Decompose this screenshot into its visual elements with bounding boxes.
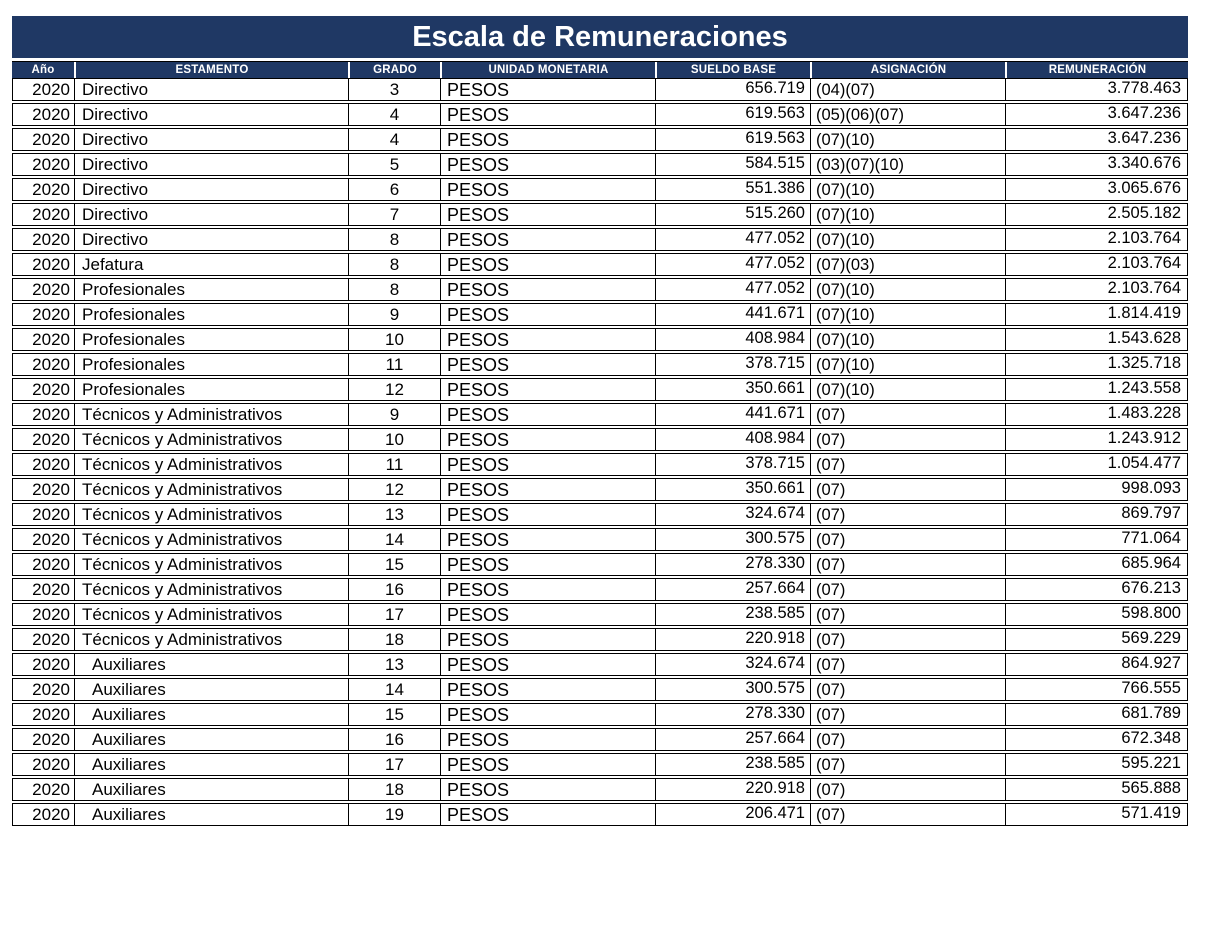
table-row [12,228,1188,251]
cell-asignacion: (07) [811,704,1006,725]
table-row [12,778,1188,801]
cell-grado: 15 [349,704,441,725]
cell-remuneracion: 1.325.718 [1107,354,1181,372]
cell-anio: 2020 [13,729,75,750]
cell-unidad: PESOS [441,804,656,825]
cell-asignacion: (07) [811,654,1006,675]
cell-remuneracion: 3.065.676 [1107,179,1181,197]
cell-unidad: PESOS [441,779,656,800]
cell-anio: 2020 [13,404,75,425]
cell-asignacion: (07) [811,604,1006,625]
cell-remuneracion: 864.927 [1121,654,1181,672]
cell-remuneracion: 1.054.477 [1107,454,1181,472]
cell-grado: 10 [349,329,441,350]
cell-anio: 2020 [13,79,75,100]
cell-anio: 2020 [13,379,75,400]
cell-asignacion: (07) [811,404,1006,425]
cell-sueldo-base: 408.984 [656,429,811,450]
cell-sueldo-base: 619.563 [656,104,811,125]
cell-estamento: Directivo [75,79,349,100]
cell-remuneracion: 1.483.228 [1107,404,1181,422]
cell-grado: 12 [349,479,441,500]
cell-estamento: Técnicos y Administrativos [75,554,349,575]
cell-grado: 19 [349,804,441,825]
cell-anio: 2020 [13,354,75,375]
cell-grado: 9 [349,404,441,425]
table-row [12,753,1188,776]
cell-grado: 18 [349,629,441,650]
cell-unidad: PESOS [441,154,656,175]
cell-unidad: PESOS [441,504,656,525]
cell-estamento: Auxiliares [75,654,349,675]
cell-sueldo-base: 257.664 [656,579,811,600]
column-header-sueldo-base: SUELDO BASE [655,62,810,78]
cell-grado: 16 [349,729,441,750]
cell-estamento: Directivo [75,104,349,125]
cell-remuneracion: 3.340.676 [1107,154,1181,172]
cell-sueldo-base: 656.719 [656,79,811,100]
cell-estamento: Profesionales [75,354,349,375]
cell-grado: 17 [349,754,441,775]
cell-anio: 2020 [13,204,75,225]
cell-asignacion: (07) [811,679,1006,700]
cell-anio: 2020 [13,779,75,800]
cell-estamento: Técnicos y Administrativos [75,504,349,525]
cell-asignacion: (07)(10) [811,279,1006,300]
cell-remuneracion: 2.103.764 [1107,254,1181,272]
table-row [12,453,1188,476]
cell-asignacion: (07)(10) [811,129,1006,150]
cell-estamento: Profesionales [75,279,349,300]
cell-estamento: Jefatura [75,254,349,275]
cell-anio: 2020 [13,679,75,700]
cell-anio: 2020 [13,329,75,350]
title-bar [12,16,1188,58]
cell-grado: 9 [349,304,441,325]
cell-asignacion: (07) [811,729,1006,750]
cell-unidad: PESOS [441,204,656,225]
cell-sueldo-base: 584.515 [656,154,811,175]
cell-unidad: PESOS [441,679,656,700]
cell-asignacion: (07)(10) [811,229,1006,250]
cell-grado: 14 [349,529,441,550]
cell-grado: 4 [349,104,441,125]
cell-anio: 2020 [13,804,75,825]
cell-grado: 6 [349,179,441,200]
cell-unidad: PESOS [441,179,656,200]
cell-remuneracion: 685.964 [1121,554,1181,572]
cell-unidad: PESOS [441,429,656,450]
cell-asignacion: (07)(10) [811,304,1006,325]
cell-estamento: Técnicos y Administrativos [75,404,349,425]
cell-remuneracion: 571.419 [1121,804,1181,822]
cell-asignacion: (07)(10) [811,379,1006,400]
cell-unidad: PESOS [441,79,656,100]
column-header-grado: GRADO [348,62,440,78]
cell-estamento: Técnicos y Administrativos [75,454,349,475]
cell-grado: 17 [349,604,441,625]
column-header-remuneracion: REMUNERACIÓN [1005,62,1188,78]
cell-grado: 13 [349,654,441,675]
cell-anio: 2020 [13,579,75,600]
cell-sueldo-base: 350.661 [656,479,811,500]
cell-estamento: Técnicos y Administrativos [75,479,349,500]
cell-anio: 2020 [13,704,75,725]
table-row [12,178,1188,201]
cell-anio: 2020 [13,304,75,325]
table-row [12,128,1188,151]
cell-sueldo-base: 477.052 [656,279,811,300]
cell-grado: 11 [349,454,441,475]
cell-sueldo-base: 551.386 [656,179,811,200]
cell-asignacion: (07) [811,754,1006,775]
cell-grado: 16 [349,579,441,600]
cell-unidad: PESOS [441,629,656,650]
cell-sueldo-base: 300.575 [656,529,811,550]
cell-asignacion: (07)(10) [811,354,1006,375]
cell-anio: 2020 [13,104,75,125]
cell-anio: 2020 [13,754,75,775]
cell-asignacion: (07) [811,579,1006,600]
cell-unidad: PESOS [441,379,656,400]
cell-asignacion: (04)(07) [811,79,1006,100]
cell-anio: 2020 [13,229,75,250]
cell-sueldo-base: 477.052 [656,229,811,250]
cell-anio: 2020 [13,479,75,500]
cell-anio: 2020 [13,454,75,475]
cell-estamento: Profesionales [75,379,349,400]
cell-remuneracion: 2.505.182 [1107,204,1181,222]
cell-grado: 18 [349,779,441,800]
table-row [12,428,1188,451]
cell-anio: 2020 [13,504,75,525]
cell-unidad: PESOS [441,479,656,500]
cell-anio: 2020 [13,129,75,150]
column-header-asignacion: ASIGNACIÓN [810,62,1005,78]
cell-grado: 5 [349,154,441,175]
table-row [12,728,1188,751]
cell-estamento: Auxiliares [75,804,349,825]
cell-remuneracion: 1.543.628 [1107,329,1181,347]
cell-sueldo-base: 378.715 [656,354,811,375]
cell-remuneracion: 998.093 [1121,479,1181,497]
cell-estamento: Técnicos y Administrativos [75,629,349,650]
cell-unidad: PESOS [441,454,656,475]
table-row [12,353,1188,376]
cell-estamento: Técnicos y Administrativos [75,429,349,450]
remuneration-sheet [12,16,1188,828]
table-row [12,278,1188,301]
cell-unidad: PESOS [441,229,656,250]
cell-asignacion: (07) [811,479,1006,500]
cell-estamento: Profesionales [75,304,349,325]
cell-sueldo-base: 350.661 [656,379,811,400]
cell-estamento: Auxiliares [75,704,349,725]
cell-unidad: PESOS [441,354,656,375]
cell-asignacion: (07)(03) [811,254,1006,275]
table-row [12,803,1188,826]
cell-sueldo-base: 220.918 [656,779,811,800]
table-row [12,78,1188,101]
cell-asignacion: (07)(10) [811,204,1006,225]
cell-anio: 2020 [13,154,75,175]
cell-estamento: Técnicos y Administrativos [75,579,349,600]
cell-remuneracion: 1.814.419 [1107,304,1181,322]
cell-unidad: PESOS [441,754,656,775]
cell-remuneracion: 3.778.463 [1107,79,1181,97]
cell-anio: 2020 [13,254,75,275]
cell-sueldo-base: 300.575 [656,679,811,700]
cell-grado: 15 [349,554,441,575]
cell-asignacion: (07) [811,429,1006,450]
cell-remuneracion: 771.064 [1121,529,1181,547]
table-row [12,253,1188,276]
cell-remuneracion: 595.221 [1121,754,1181,772]
cell-sueldo-base: 238.585 [656,754,811,775]
cell-remuneracion: 766.555 [1121,679,1181,697]
cell-asignacion: (05)(06)(07) [811,104,1006,125]
cell-sueldo-base: 324.674 [656,654,811,675]
cell-sueldo-base: 378.715 [656,454,811,475]
cell-estamento: Directivo [75,204,349,225]
cell-unidad: PESOS [441,129,656,150]
cell-estamento: Auxiliares [75,729,349,750]
table-body [12,78,1188,826]
cell-sueldo-base: 206.471 [656,804,811,825]
column-header-estamento: ESTAMENTO [74,62,348,78]
cell-remuneracion: 3.647.236 [1107,129,1181,147]
table-row [12,603,1188,626]
cell-grado: 8 [349,229,441,250]
cell-estamento: Profesionales [75,329,349,350]
column-header-unidad: UNIDAD MONETARIA [440,62,655,78]
cell-unidad: PESOS [441,579,656,600]
table-row [12,103,1188,126]
cell-remuneracion: 3.647.236 [1107,104,1181,122]
cell-asignacion: (07) [811,454,1006,475]
table-row [12,678,1188,701]
cell-grado: 8 [349,279,441,300]
cell-anio: 2020 [13,604,75,625]
cell-remuneracion: 1.243.912 [1107,429,1181,447]
table-row [12,378,1188,401]
cell-remuneracion: 676.213 [1121,579,1181,597]
cell-asignacion: (07) [811,504,1006,525]
cell-asignacion: (07) [811,779,1006,800]
cell-estamento: Directivo [75,179,349,200]
cell-remuneracion: 869.797 [1121,504,1181,522]
cell-sueldo-base: 408.984 [656,329,811,350]
table-row [12,153,1188,176]
cell-asignacion: (07)(10) [811,179,1006,200]
cell-asignacion: (07) [811,804,1006,825]
cell-sueldo-base: 257.664 [656,729,811,750]
cell-sueldo-base: 324.674 [656,504,811,525]
cell-sueldo-base: 278.330 [656,704,811,725]
cell-grado: 13 [349,504,441,525]
cell-unidad: PESOS [441,704,656,725]
cell-estamento: Auxiliares [75,754,349,775]
cell-grado: 4 [349,129,441,150]
cell-remuneracion: 1.243.558 [1107,379,1181,397]
cell-sueldo-base: 619.563 [656,129,811,150]
table-row [12,628,1188,651]
cell-grado: 11 [349,354,441,375]
cell-estamento: Técnicos y Administrativos [75,529,349,550]
cell-unidad: PESOS [441,654,656,675]
table-row [12,528,1188,551]
cell-estamento: Directivo [75,154,349,175]
table-row [12,478,1188,501]
cell-asignacion: (07) [811,554,1006,575]
cell-anio: 2020 [13,629,75,650]
table-row [12,403,1188,426]
cell-unidad: PESOS [441,729,656,750]
cell-remuneracion: 565.888 [1121,779,1181,797]
cell-unidad: PESOS [441,254,656,275]
cell-estamento: Técnicos y Administrativos [75,604,349,625]
cell-asignacion: (07)(10) [811,329,1006,350]
cell-grado: 7 [349,204,441,225]
column-header-anio: Año [12,62,74,78]
table-row [12,203,1188,226]
cell-grado: 3 [349,79,441,100]
cell-remuneracion: 2.103.764 [1107,279,1181,297]
cell-grado: 10 [349,429,441,450]
cell-estamento: Auxiliares [75,779,349,800]
page-title: Escala de Remuneraciones [412,20,788,53]
table-row [12,503,1188,526]
cell-anio: 2020 [13,554,75,575]
table-row [12,653,1188,676]
cell-sueldo-base: 477.052 [656,254,811,275]
cell-sueldo-base: 515.260 [656,204,811,225]
cell-estamento: Auxiliares [75,679,349,700]
table-header-row [12,61,1188,78]
cell-unidad: PESOS [441,304,656,325]
table-row [12,328,1188,351]
cell-remuneracion: 598.800 [1121,604,1181,622]
cell-remuneracion: 681.789 [1121,704,1181,722]
cell-sueldo-base: 238.585 [656,604,811,625]
cell-sueldo-base: 278.330 [656,554,811,575]
cell-sueldo-base: 441.671 [656,304,811,325]
cell-unidad: PESOS [441,529,656,550]
cell-remuneracion: 2.103.764 [1107,229,1181,247]
cell-grado: 8 [349,254,441,275]
table-row [12,303,1188,326]
cell-anio: 2020 [13,429,75,450]
cell-asignacion: (03)(07)(10) [811,154,1006,175]
cell-anio: 2020 [13,654,75,675]
cell-asignacion: (07) [811,529,1006,550]
cell-unidad: PESOS [441,604,656,625]
cell-anio: 2020 [13,179,75,200]
cell-estamento: Directivo [75,229,349,250]
table-row [12,703,1188,726]
cell-unidad: PESOS [441,554,656,575]
table-row [12,553,1188,576]
cell-remuneracion: 672.348 [1121,729,1181,747]
cell-anio: 2020 [13,529,75,550]
cell-estamento: Directivo [75,129,349,150]
cell-grado: 14 [349,679,441,700]
cell-sueldo-base: 441.671 [656,404,811,425]
cell-grado: 12 [349,379,441,400]
cell-anio: 2020 [13,279,75,300]
table-row [12,578,1188,601]
cell-asignacion: (07) [811,629,1006,650]
cell-unidad: PESOS [441,104,656,125]
cell-remuneracion: 569.229 [1121,629,1181,647]
cell-unidad: PESOS [441,404,656,425]
cell-sueldo-base: 220.918 [656,629,811,650]
cell-unidad: PESOS [441,279,656,300]
cell-unidad: PESOS [441,329,656,350]
